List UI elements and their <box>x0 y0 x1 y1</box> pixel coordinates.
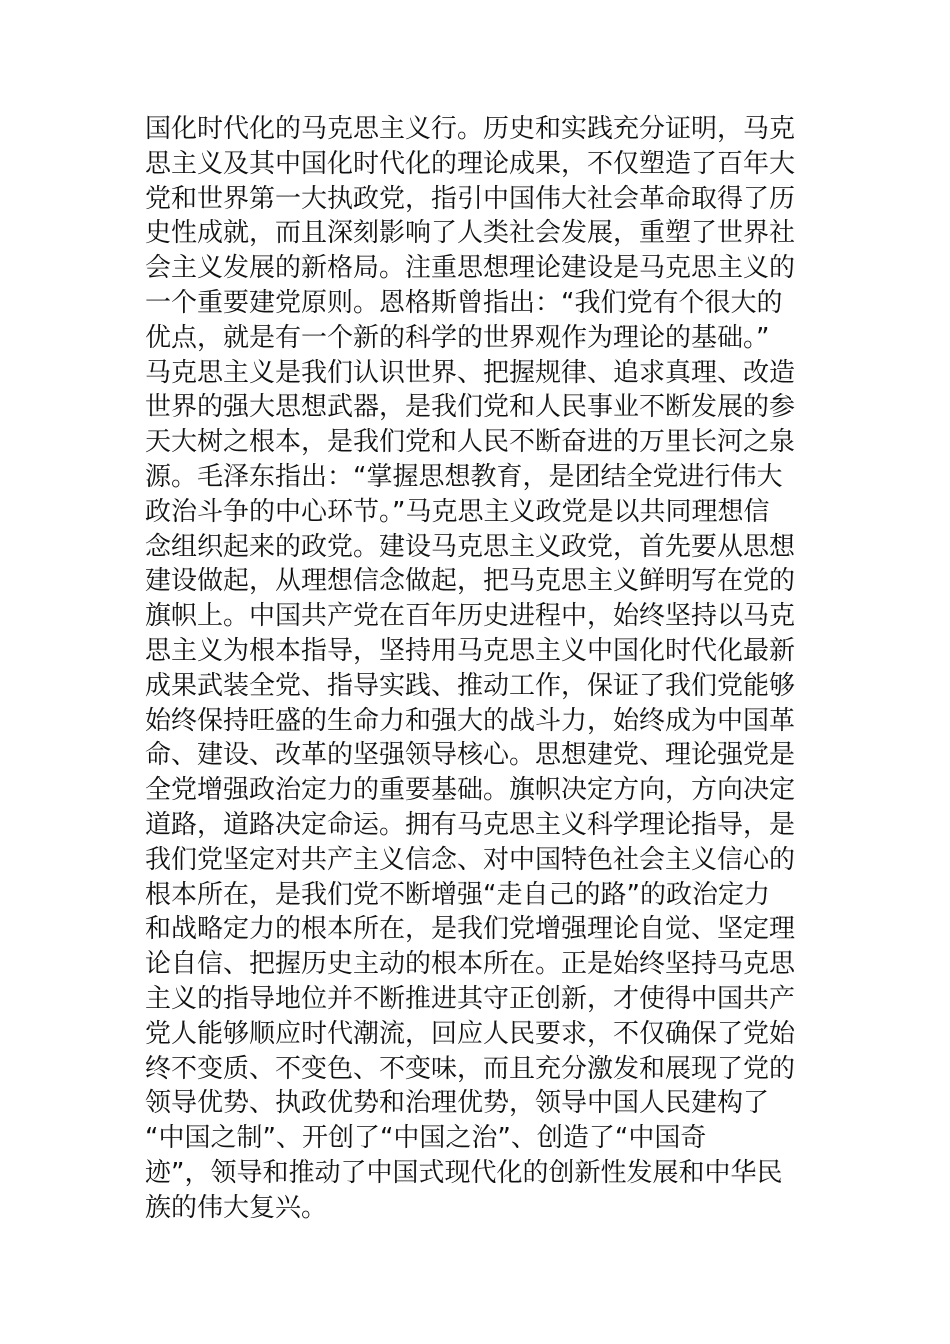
text-line: 国化时代化的马克思主义行。历史和实践充分证明，马克 <box>145 114 796 144</box>
text-line: 会主义发展的新格局。注重思想理论建设是马克思主义的 <box>145 253 796 284</box>
text-line: 念组织起来的政党。建设马克思主义政党，首先要从思想 <box>145 531 796 562</box>
text-line: 迹”，领导和推动了中国式现代化的创新性发展和中华民 <box>145 1157 783 1188</box>
text-line: 世界的强大思想武器，是我们党和人民事业不断发展的参 <box>145 392 796 423</box>
text-line: 思主义及其中国化时代化的理论成果，不仅塑造了百年大 <box>145 148 796 179</box>
text-line: 和战略定力的根本所在，是我们党增强理论自觉、坚定理 <box>145 914 796 945</box>
text-line: “中国之制”、开创了“中国之治”、创造了“中国奇 <box>145 1123 707 1154</box>
text-line: 论自信、把握历史主动的根本所在。正是始终坚持马克思 <box>145 949 796 980</box>
body-paragraph <box>145 112 815 1226</box>
text-line: 马克思主义是我们认识世界、把握规律、追求真理、改造 <box>145 357 796 388</box>
text-line: 优点，就是有一个新的科学的世界观作为理论的基础。” <box>145 322 770 353</box>
text-line: 一个重要建党原则。恩格斯曾指出：“我们党有个很大的 <box>145 287 783 318</box>
text-line: 思主义为根本指导，坚持用马克思主义中国化时代化最新 <box>145 635 796 666</box>
text-line: 天大树之根本，是我们党和人民不断奋进的万里长河之泉 <box>145 427 796 458</box>
text-line: 领导优势、执政优势和治理优势，领导中国人民建构了 <box>145 1088 770 1119</box>
text-line: 主义的指导地位并不断推进其守正创新，才使得中国共产 <box>145 983 796 1014</box>
text-line: 命、建设、改革的坚强领导核心。思想建党、理论强党是 <box>145 740 796 771</box>
text-line: 族的伟大复兴。 <box>145 1192 328 1223</box>
text-line: 始终保持旺盛的生命力和强大的战斗力，始终成为中国革 <box>145 705 796 736</box>
text-line: 道路，道路决定命运。拥有马克思主义科学理论指导，是 <box>145 809 796 840</box>
text-line: 根本所在，是我们党不断增强“走自己的路”的政治定力 <box>145 879 770 910</box>
text-line: 党人能够顺应时代潮流，回应人民要求，不仅确保了党始 <box>145 1018 796 1049</box>
text-line: 终不变质、不变色、不变味，而且充分激发和展现了党的 <box>145 1053 796 1084</box>
text-line: 我们党坚定对共产主义信念、对中国特色社会主义信心的 <box>145 844 796 875</box>
text-line: 建设做起，从理想信念做起，把马克思主义鲜明写在党的 <box>145 566 796 597</box>
text-line: 政治斗争的中心环节。”马克思主义政党是以共同理想信 <box>145 496 770 527</box>
text-line: 党和世界第一大执政党，指引中国伟大社会革命取得了历 <box>145 183 796 214</box>
text-line: 成果武装全党、指导实践、推动工作，保证了我们党能够 <box>145 670 796 701</box>
text-line: 全党增强政治定力的重要基础。旗帜决定方向，方向决定 <box>145 775 796 806</box>
text-line: 旗帜上。中国共产党在百年历史进程中，始终坚持以马克 <box>145 601 796 632</box>
text-line: 史性成就，而且深刻影响了人类社会发展，重塑了世界社 <box>145 218 796 249</box>
text-line: 源。毛泽东指出：“掌握思想教育，是团结全党进行伟大 <box>145 461 783 492</box>
